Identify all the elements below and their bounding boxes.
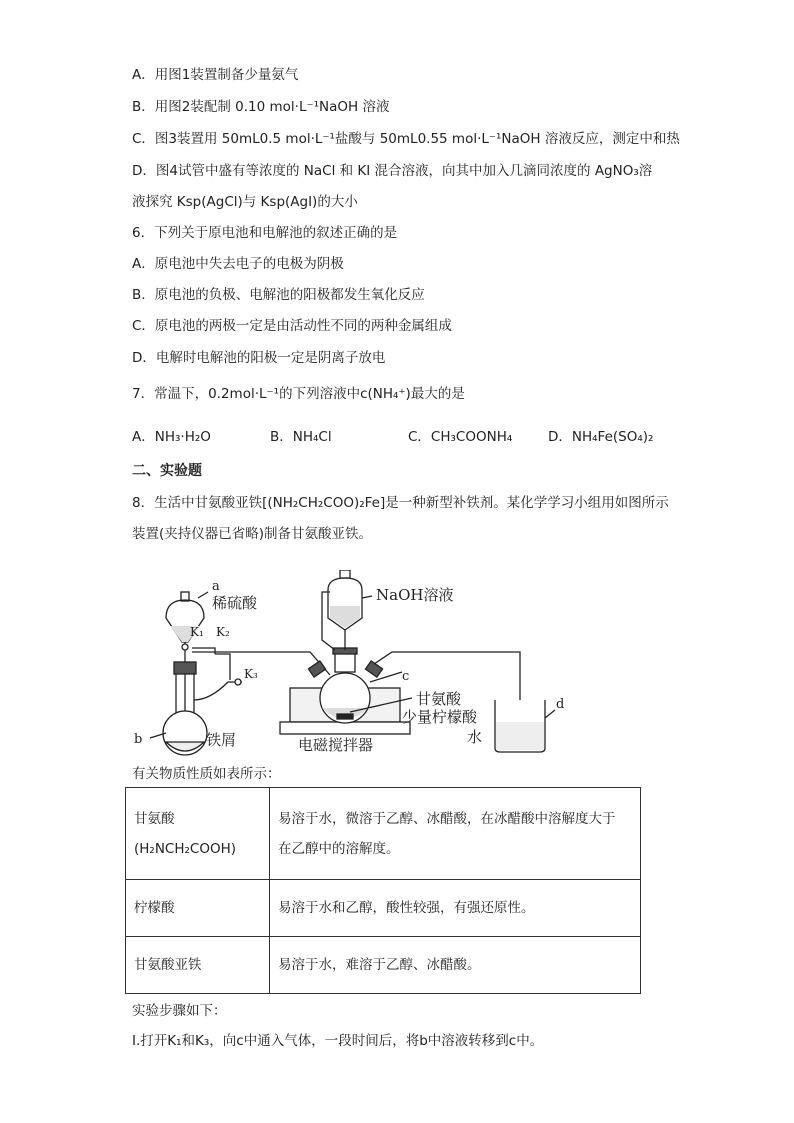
label-magnetic-stirrer: 电磁搅拌器 <box>298 736 374 754</box>
label-b: b <box>134 732 143 747</box>
label-naoh-solution: NaOH溶液 <box>376 586 454 604</box>
table-row <box>126 937 641 994</box>
label-dilute-sulfuric-acid: 稀硫酸 <box>212 594 258 612</box>
q6-option-d: D．电解时电解池的阳极一定是阴离子放电 <box>132 350 386 366</box>
property-line: 在乙醇中的溶解度。 <box>278 840 400 857</box>
label-citric-acid: 少量柠檬酸 <box>402 708 478 726</box>
label-iron-filings: 铁屑 <box>206 731 237 749</box>
label-d: d <box>556 697 565 712</box>
table-cell-property: 易溶于水，难溶于乙醇、冰醋酸。 <box>270 937 641 994</box>
property-line: 易溶于水，微溶于乙醇、冰醋酸，在冰醋酸中溶解度大于 <box>278 810 616 827</box>
q7-option-c: C．CH₃COONH₄ <box>408 429 513 445</box>
label-c: c <box>402 669 410 684</box>
q6-option-a: A．原电池中失去电子的电极为阴极 <box>132 256 344 272</box>
table-intro: 有关物质性质如表所示： <box>132 766 281 782</box>
q8-stem-line1: 8．生活中甘氨酸亚铁[(NH₂CH₂COO)₂Fe]是一种新型补铁剂。某化学学习小组用如图所示 <box>132 495 669 511</box>
q6-stem: 6．下列关于原电池和电解池的叙述正确的是 <box>132 225 398 241</box>
table-cell-property: 易溶于水和乙醇，酸性较强，有强还原性。 <box>270 880 641 937</box>
q7-option-b: B．NH₄Cl <box>270 429 332 445</box>
table-cell-name: 柠檬酸 <box>126 880 270 937</box>
table-row <box>126 880 641 937</box>
q5-option-d-line1: D．图4试管中盛有等浓度的 NaCl 和 KI 混合溶液，向其中加入几滴同浓度的 AgNO₃溶 <box>132 163 653 179</box>
label-water: 水 <box>467 728 483 746</box>
label-k1: K₁ <box>190 625 204 639</box>
q6-option-c: C．原电池的两极一定是由活动性不同的两种金属组成 <box>132 318 452 334</box>
apparatus-figure <box>130 570 570 760</box>
steps-intro: 实验步骤如下： <box>132 1003 227 1019</box>
table-cell-property <box>270 788 641 880</box>
label-glycine: 甘氨酸 <box>416 690 462 708</box>
section-title: 二、实验题 <box>132 463 202 479</box>
q6-option-b: B．原电池的负极、电解池的阳极都发生氧化反应 <box>132 287 425 303</box>
q7-option-a: A．NH₃·H₂O <box>132 429 211 445</box>
label-k2: K₂ <box>216 625 230 639</box>
q5-option-a: A．用图1装置制备少量氨气 <box>132 67 299 83</box>
properties-table <box>125 787 641 994</box>
label-a: a <box>212 579 220 594</box>
table-cell-name: 甘氨酸(H₂NCH₂COOH) <box>126 788 270 880</box>
q5-option-c: C．图3装置用 50mL0.5 mol·L⁻¹盐酸与 50mL0.55 mol·L⁻¹NaOH 溶液反应，测定中和热 <box>132 131 680 147</box>
q8-stem-line2: 装置(夹持仪器已省略)制备甘氨酸亚铁。 <box>132 526 373 542</box>
q7-stem: 7．常温下，0.2mol·L⁻¹的下列溶液中c(NH₄⁺)最大的是 <box>132 386 465 402</box>
q7-option-d: D．NH₄Fe(SO₄)₂ <box>548 429 654 445</box>
step-1: I.打开K₁和K₃，向c中通入气体，一段时间后，将b中溶液转移到c中。 <box>132 1033 544 1049</box>
q5-option-d-line2: 液探究 Ksp(AgCl)与 Ksp(AgI)的大小 <box>132 194 358 210</box>
table-row <box>126 788 641 880</box>
label-k3: K₃ <box>244 667 258 681</box>
table-cell-name: 甘氨酸亚铁 <box>126 937 270 994</box>
q5-option-b: B．用图2装配制 0.10 mol·L⁻¹NaOH 溶液 <box>132 99 390 115</box>
